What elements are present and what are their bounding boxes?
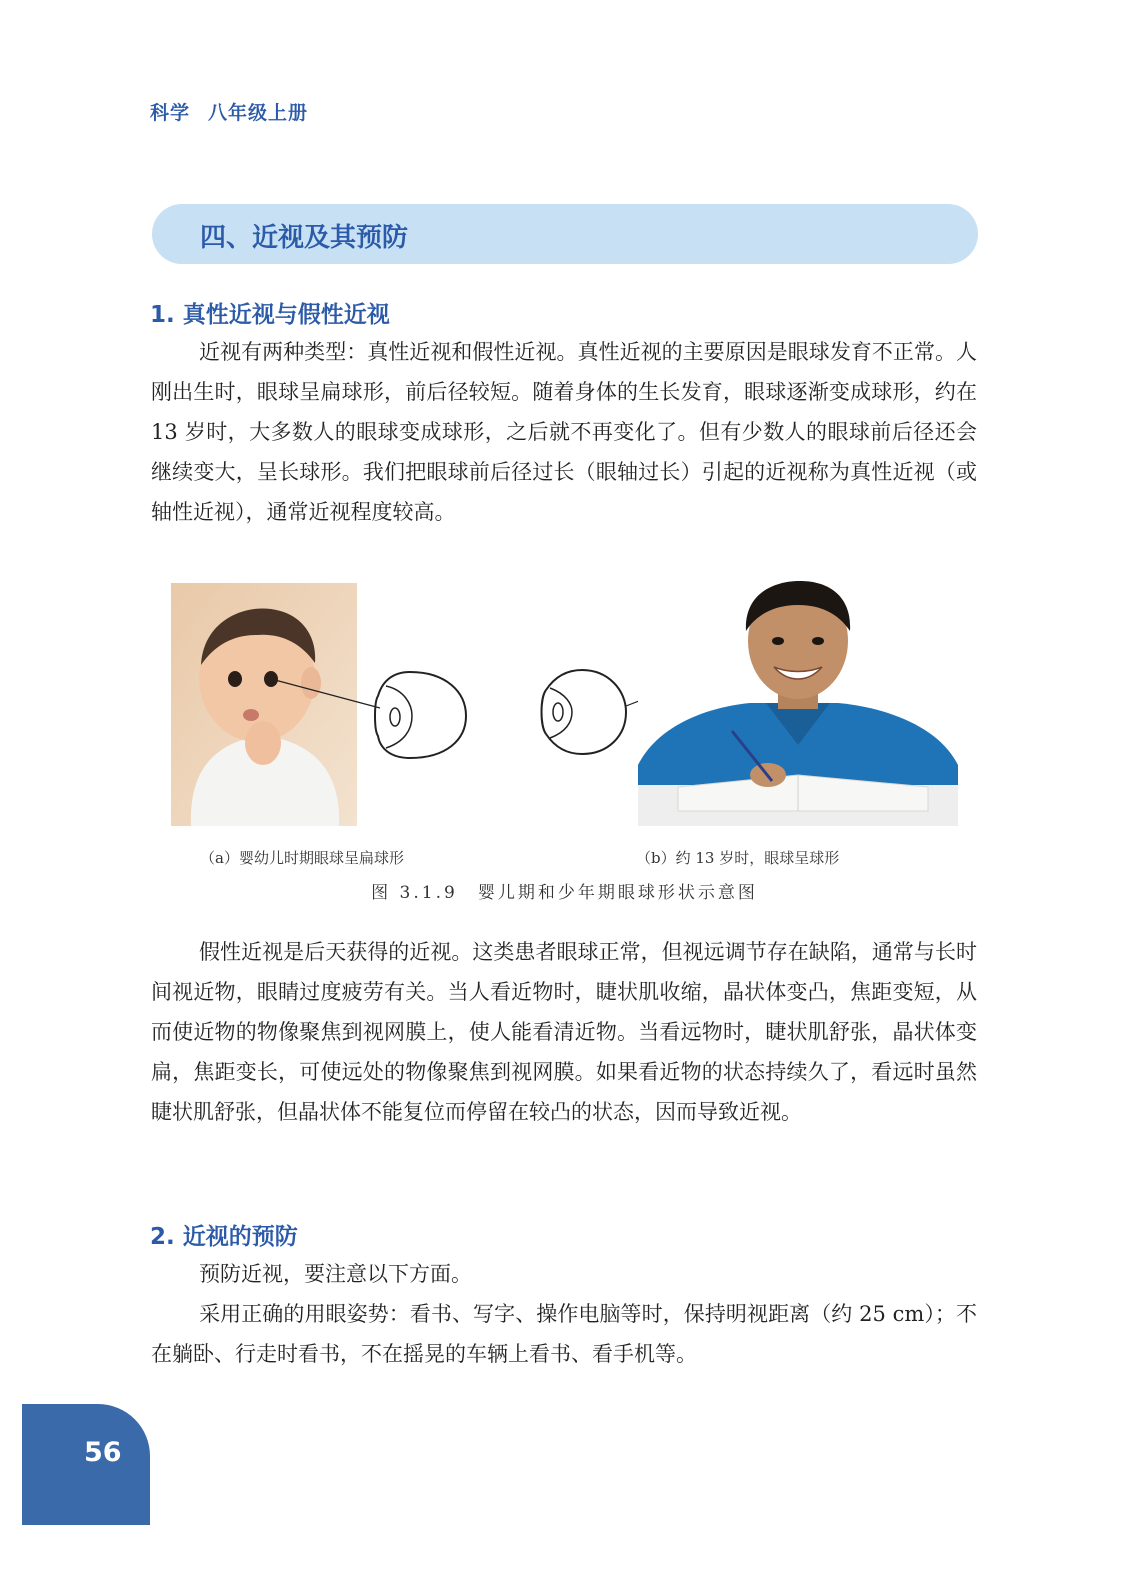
boy-illustration — [638, 575, 958, 826]
pointer-line-a — [275, 680, 380, 708]
running-head-grade: 八年级上册 — [208, 102, 309, 124]
paragraph-posture — [151, 1294, 977, 1374]
figure-caption-b: （b）约 13 岁时，眼球呈球形 — [636, 849, 840, 867]
lens-a — [390, 708, 400, 726]
section-title: 四、近视及其预防 — [200, 223, 409, 253]
lens-b — [553, 703, 563, 721]
running-head — [150, 98, 308, 125]
page-number-tab — [22, 1404, 150, 1525]
figure-title: 图 3.1.9 婴儿期和少年期眼球形状示意图 — [371, 883, 758, 903]
subsection-title-2: 2. 近视的预防 — [150, 1224, 298, 1250]
paragraph-posture-text: 采用正确的用眼姿势：看书、写字、操作电脑等时，保持明视距离（约 25 cm）；不在躺卧、行走时看书，不在摇晃的车辆上看书、看手机等。 — [151, 1302, 977, 1366]
paragraph-true-myopia-text: 近视有两种类型：真性近视和假性近视。真性近视的主要原因是眼球发育不正常。人刚出生时，眼球呈扁球形，前后径较短。随着身体的生长发育，眼球逐渐变成球形，约在 13 岁时，大多数人的眼球变成球形，之后就不再变化了。但有少数人的眼球前后径还会继续变大，呈长球形。我们把眼球前后径过长（眼轴过长）引起的近视称为真性近视（或轴性近视），通常近视程度较高。 — [151, 340, 977, 524]
subsection-title-1: 1. 真性近视与假性近视 — [150, 302, 390, 328]
paragraph-true-myopia — [151, 332, 977, 532]
paragraph-prevention-intro-text: 预防近视，要注意以下方面。 — [199, 1262, 472, 1286]
eyeball-outline-b — [542, 670, 627, 754]
running-head-subject: 科学 — [150, 102, 191, 124]
boy-photo — [638, 575, 958, 826]
page-number: 56 — [84, 1437, 122, 1468]
paragraph-prevention-intro — [151, 1254, 977, 1294]
paragraph-pseudo-myopia-text: 假性近视是后天获得的近视。这类患者眼球正常，但视远调节存在缺陷，通常与长时间视近物，眼睛过度疲劳有关。当人看近物时，睫状肌收缩，晶状体变凸，焦距变短，从而使近物的物像聚焦到视网膜上，使人能看清近物。当看远物时，睫状肌舒张，晶状体变扁，焦距变长，可使远处的物像聚焦到视网膜。如果看近物的状态持续久了，看远时虽然睫状肌舒张，但晶状体不能复位而停留在较凸的状态，因而导致近视。 — [151, 940, 977, 1124]
paragraph-pseudo-myopia — [151, 932, 977, 1132]
figure-caption-a: （a）婴幼儿时期眼球呈扁球形 — [200, 849, 404, 867]
flat-eyeball-diagram — [260, 660, 480, 760]
eyeball-outline-a — [375, 672, 466, 758]
section-banner — [152, 204, 978, 264]
